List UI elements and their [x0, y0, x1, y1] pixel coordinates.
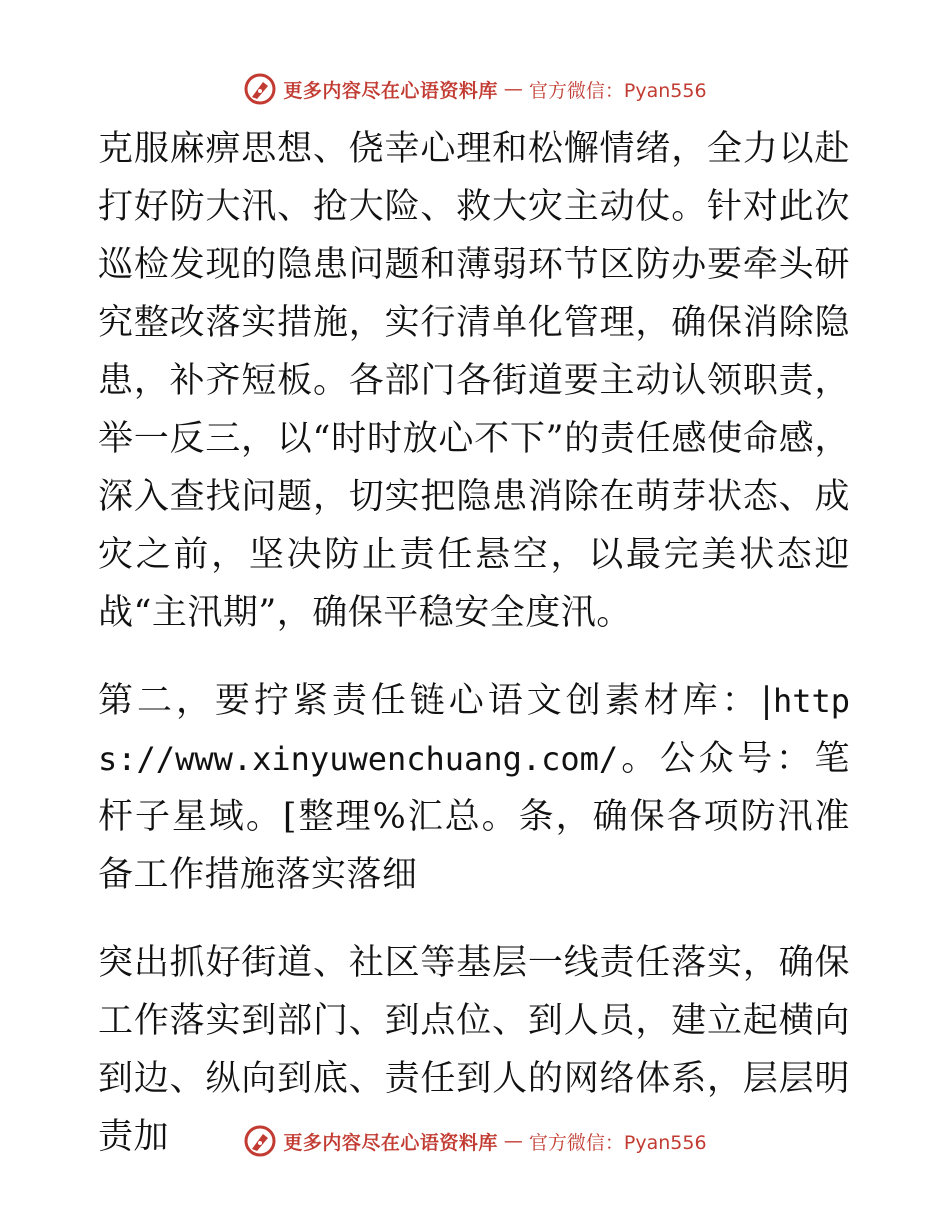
paragraph-3: 突出抓好街道、社区等基层一线责任落实，确保工作落实到部门、到点位、到人员，建立起横向到边、纵向到底、责任到人的网络体系，层层明责加 — [98, 943, 850, 1157]
document-body — [98, 120, 850, 1166]
pen-nib-circle-icon — [243, 72, 277, 106]
banner-wechat: 官方微信：Pyan556 — [528, 79, 707, 102]
header-banner — [0, 72, 950, 106]
footer-separator: — — [503, 1130, 523, 1152]
paragraph-2-lead: 第二，要拧紧责任链心语文创素材库：| — [98, 681, 773, 721]
banner-separator: — — [503, 78, 523, 100]
banner-title: 更多内容尽在心语资料库 — [283, 79, 498, 102]
footer-title: 更多内容尽在心语资料库 — [283, 1131, 498, 1154]
footer-banner — [0, 1124, 950, 1158]
paragraph-2 — [98, 672, 850, 904]
paragraph-2-tail: 。公众号：笔杆子星域。[整理%汇总。条，确保各项防汛准备工作措施落实落细 — [98, 739, 850, 895]
source-url-link[interactable]: https://www.xinyuwenchuang.com/ — [98, 682, 850, 778]
pen-nib-circle-icon — [243, 1124, 277, 1158]
footer-wechat: 官方微信：Pyan556 — [528, 1131, 707, 1154]
paragraph-1: 克服麻痹思想、侥幸心理和松懈情绪，全力以赴打好防大汛、抢大险、救大灾主动仗。针对此次巡检发现的隐患问题和薄弱环节区防办要牵头研究整改落实措施，实行清单化管理，确保消除隐患，补齐短板。各部门各街道要主动认领职责，举一反三，以“时时放心不下”的责任感使命感，深入查找问题，切实把隐患消除在萌芽状态、成灾之前，坚决防止责任悬空，以最完美状态迎战“主汛期”，确保平稳安全度汛。 — [98, 129, 850, 633]
